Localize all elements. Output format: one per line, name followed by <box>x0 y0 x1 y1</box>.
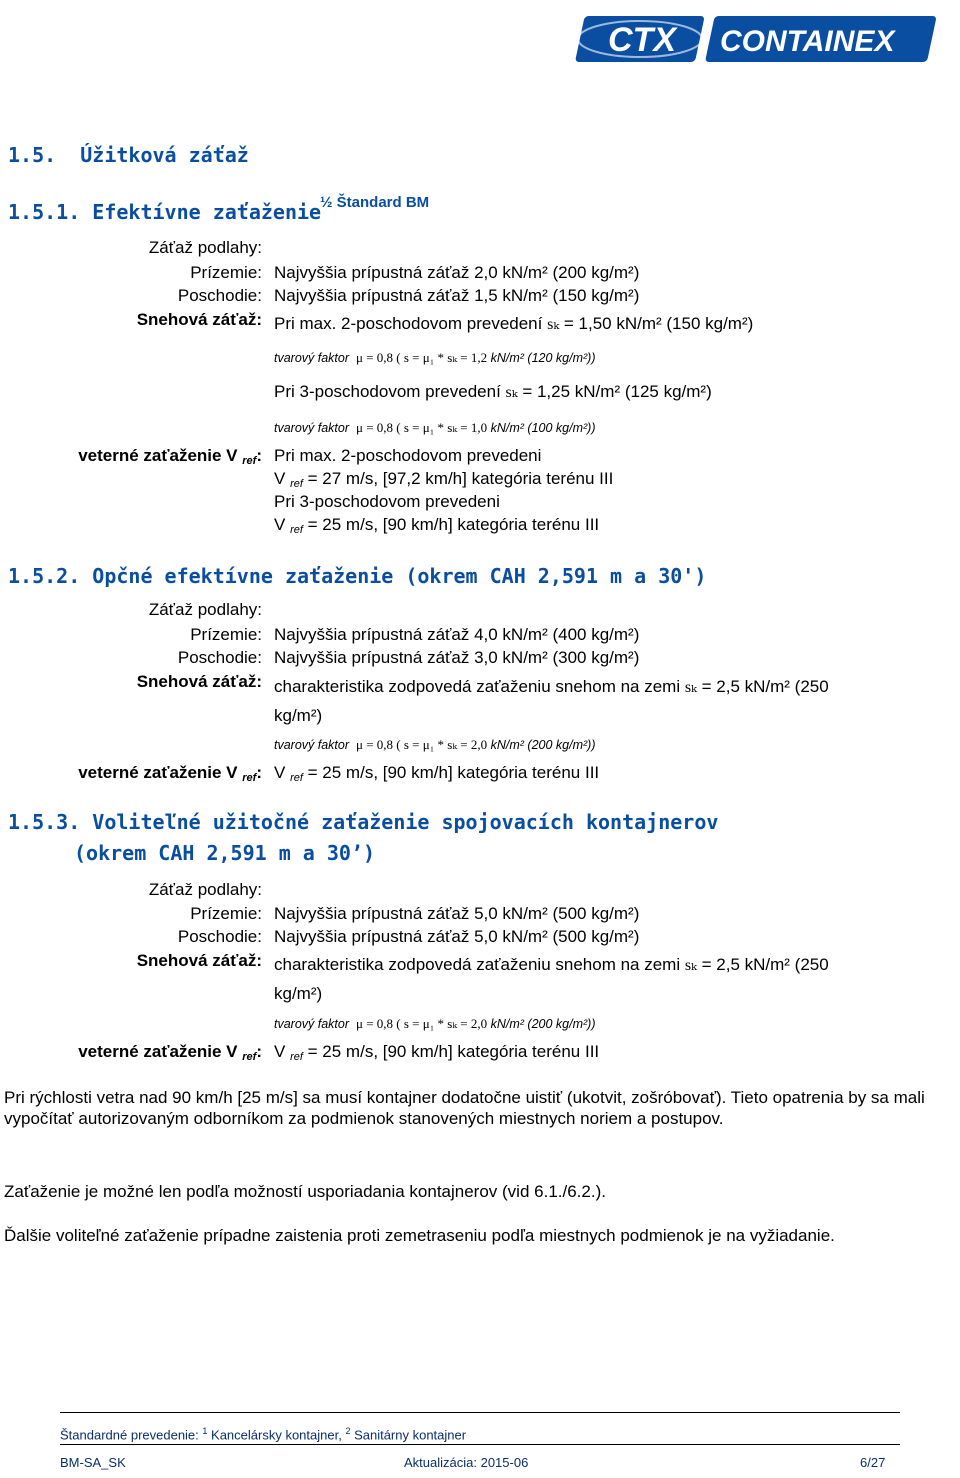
s3-upper-label: Poschodie: <box>177 927 262 946</box>
formula: μ = 0,8 ( s = μ₁ * sₖ = 1,0 <box>355 420 488 435</box>
s2-shape-factor: tvarový faktor μ = 0,8 ( s = μ₁ * sₖ = 2,0 kN/m² (200 kg/m²)) <box>274 737 596 752</box>
s1-wind-line1: Pri max. 2-poschodovom prevedeni <box>274 446 542 465</box>
s1-heading: 1.5.1. Efektívne zaťaženie <box>8 200 322 224</box>
section-title: Úžitková záťaž <box>80 143 249 167</box>
s2-heading: 1.5.2. Opčné efektívne zaťaženie (okrem CAH 2,591 m a 30') <box>8 564 707 588</box>
s2-upper-label: Poschodie: <box>177 648 262 667</box>
note-wind-anchoring: Pri rýchlosti vetra nad 90 km/h [25 m/s] sa musí kontajner dodatočne uistiť (ukotvit, zošróbovať). Tieto opatrenia by sa mali vypočítať autorizovaným odborníkom za podmienok stanovených miestnych noriem a postupov. <box>4 1088 925 1128</box>
s1-wind-line4: V $_{ref}$ = 25 m/s, [90 km/h] kategória terénu III <box>274 515 600 536</box>
s1-upper-value: Najvyššia prípustná záťaž 1,5 kN/m² (150 kg/m²) <box>274 286 640 305</box>
logo-ctx-text: CTX <box>608 21 676 59</box>
footer-rule-bottom <box>60 1444 900 1445</box>
s2-snow-cont: kg/m²) <box>274 706 323 725</box>
footer-update: Aktualizácia: 2015-06 <box>404 1455 529 1470</box>
s3-shape-factor: tvarový faktor μ = 0,8 ( s = μ₁ * sₖ = 2,0 kN/m² (200 kg/m²)) <box>274 1016 596 1031</box>
s1-floor-label: Záťaž podlahy: <box>148 238 262 257</box>
s3-snow-line: charakteristika zodpovedá zaťaženiu snehom na zemi sₖ = 2,5 kN/m² (250 <box>274 955 829 974</box>
note-arrangement: Zaťaženie je možné len podľa možností usporiadania kontajnerov (vid 6.1./6.2.). <box>4 1182 606 1201</box>
s1-wind-line2: V $_{ref}$ = 27 m/s, [97,2 km/h] kategória terénu III <box>274 469 614 490</box>
footer-page-number: 6/27 <box>860 1455 886 1470</box>
sk-symbol: sₖ <box>547 316 560 333</box>
s1-standard-badge: ½ Štandard BM <box>320 194 430 211</box>
s2-wind-label: veterné zaťaženie V $_{ref}$: <box>78 763 262 784</box>
sk-symbol: sₖ <box>505 384 518 401</box>
s3-wind-value: V $_{ref}$ = 25 m/s, [90 km/h] kategória terénu III <box>274 1042 600 1063</box>
footer-doc-code: BM-SA_SK <box>60 1455 126 1470</box>
section-number: 1.5. <box>8 143 57 167</box>
s3-upper-value: Najvyššia prípustná záťaž 5,0 kN/m² (500 kg/m²) <box>274 927 640 946</box>
footer-legend: Štandardné prevedenie: $^1$ Kancelársky kontajner, $^2$ Sanitárny kontajner <box>60 1426 467 1443</box>
formula: μ = 0,8 ( s = μ₁ * sₖ = 2,0 <box>355 1016 488 1031</box>
s1-wind-line3: Pri 3-poschodovom prevedeni <box>274 492 500 511</box>
s3-snow-label: Snehová záťaž: <box>136 951 262 970</box>
s1-snow-line2: Pri 3-poschodovom prevedení sₖ = 1,25 kN/m² (125 kg/m²) <box>274 382 712 401</box>
s2-wind-value: V $_{ref}$ = 25 m/s, [90 km/h] kategória terénu III <box>274 763 600 784</box>
s3-ground-value: Najvyššia prípustná záťaž 5,0 kN/m² (500 kg/m²) <box>274 904 640 923</box>
s3-heading-line1: 1.5.3. Voliteľné užitočné zaťaženie spojovacích kontajnerov <box>8 810 719 834</box>
containex-logo <box>568 10 944 68</box>
s1-snow-line1: Pri max. 2-poschodovom prevedení sₖ = 1,50 kN/m² (150 kg/m²) <box>274 314 754 333</box>
s3-heading-line2: (okrem CAH 2,591 m a 30’) <box>74 841 376 865</box>
formula: μ = 0,8 ( s = μ₁ * sₖ = 2,0 <box>355 737 488 752</box>
s2-ground-value: Najvyššia prípustná záťaž 4,0 kN/m² (400 kg/m²) <box>274 625 640 644</box>
s1-wind-label: veterné zaťaženie V $_{ref}$: <box>78 446 262 467</box>
s1-shape-factor-1: tvarový faktor μ = 0,8 ( s = μ₁ * sₖ = 1,2 kN/m² (120 kg/m²)) <box>274 350 596 365</box>
s1-snow-label: Snehová záťaž: <box>136 310 262 329</box>
s3-floor-label: Záťaž podlahy: <box>148 880 262 899</box>
sk-symbol: sₖ <box>684 679 697 696</box>
s2-floor-label: Záťaž podlahy: <box>148 600 262 619</box>
s1-ground-value: Najvyššia prípustná záťaž 2,0 kN/m² (200 kg/m²) <box>274 263 640 282</box>
s2-upper-value: Najvyššia prípustná záťaž 3,0 kN/m² (300 kg/m²) <box>274 648 640 667</box>
s1-upper-label: Poschodie: <box>177 286 262 305</box>
logo-containex-text: CONTAINEX <box>720 25 895 58</box>
s3-ground-label: Prízemie: <box>190 904 262 923</box>
s2-ground-label: Prízemie: <box>190 625 262 644</box>
s3-wind-label: veterné zaťaženie V $_{ref}$: <box>78 1042 262 1063</box>
formula: μ = 0,8 ( s = μ₁ * sₖ = 1,2 <box>355 350 488 365</box>
s1-shape-factor-2: tvarový faktor μ = 0,8 ( s = μ₁ * sₖ = 1,0 kN/m² (100 kg/m²)) <box>274 420 596 435</box>
s2-snow-line: charakteristika zodpovedá zaťaženiu snehom na zemi sₖ = 2,5 kN/m² (250 <box>274 677 829 696</box>
sk-symbol: sₖ <box>684 957 697 974</box>
s3-snow-cont: kg/m²) <box>274 984 323 1003</box>
s2-snow-label: Snehová záťaž: <box>136 672 262 691</box>
note-earthquake: Ďalšie voliteľné zaťaženie prípadne zaistenia proti zemetraseniu podľa miestnych podmienok je na vyžiadanie. <box>4 1226 835 1245</box>
footer-rule-top <box>60 1412 900 1413</box>
section-heading <box>8 143 249 167</box>
s1-ground-label: Prízemie: <box>190 263 262 282</box>
